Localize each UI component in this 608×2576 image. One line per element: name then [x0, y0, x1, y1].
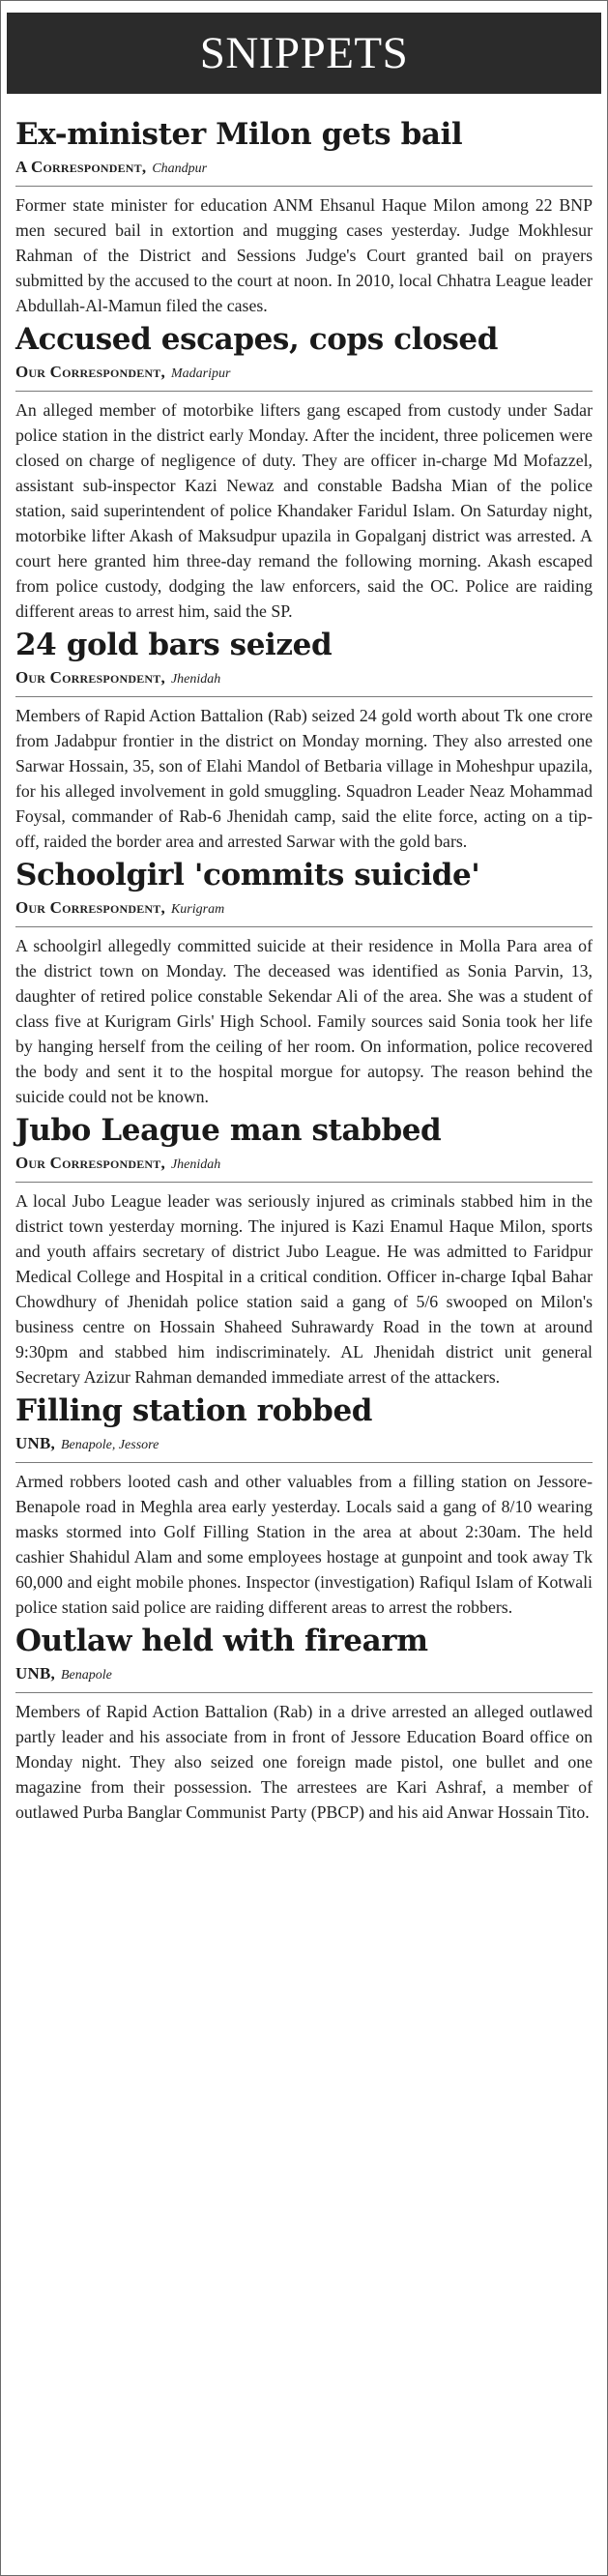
- story-outlaw-held: [15, 1620, 593, 1825]
- byline: [15, 1663, 593, 1693]
- story-body: Members of Rapid Action Battalion (Rab) in a drive arrested an alleged outlawed partly leader and his associate from in front of Jessore Education Board office on Monday night. They also seized one foreign made pistol, one bullet and one magazine from their possession. The arrestees are Kari Ashraf, a member of outlawed Purba Banglar Communist Party (PBCP) and his aid Anwar Hossain Tito.: [15, 1702, 593, 1822]
- byline-author: UNB,: [15, 1664, 55, 1683]
- byline-place: Madaripur: [170, 366, 231, 381]
- story-body: Armed robbers looted cash and other valuables from a filling station on Jessore-Benapole road in Meghla area early yesterday. Locals said a gang of 8/10 wearing masks stormed into Golf Filling Station in the area at about 2:30am. The held cashier Shahidul Alam and some employees hostage at gunpoint and took away Tk 60,000 and eight mobile phones. Inspector (investigation) Rafiqul Islam of Kotwali police station said police are raiding different areas to arrest the robbers.: [15, 1472, 593, 1617]
- story-body: An alleged member of motorbike lifters gang escaped from custody under Sadar police station in the district early Monday. After the incident, three policemen were closed on charge of negligence of duty. They are officer in-charge Md Mofazzel, assistant sub-inspector Kazi Newaz and constable Badsha Mian of the police station, said superintendent of police Khandaker Faridul Islam. On Saturday night, motorbike lifter Akash of Maksudpur upazila in Gopalganj district was arrested. A court here granted him three-day remand the following morning. Akash escaped from police custody, dodging the law enforcers, said the OC. Police are raiding different areas to arrest him, said the SP.: [15, 400, 593, 621]
- byline-place: Benapole, Jessore: [60, 1438, 159, 1452]
- byline-author: Our Correspondent,: [15, 363, 165, 381]
- story-gold-bars-seized: [15, 624, 593, 854]
- headline[interactable]: Outlaw held with firearm: [15, 1624, 428, 1658]
- byline-author: A Correspondent,: [15, 158, 147, 176]
- byline: [15, 1153, 593, 1183]
- story-accused-escapes: [15, 318, 593, 624]
- headline[interactable]: Accused escapes, cops closed: [15, 322, 499, 357]
- byline-author: Our Correspondent,: [15, 898, 165, 917]
- story-body: A local Jubo League leader was seriously injured as criminals stabbed him in the district town yesterday morning. The injured is Kazi Enamul Haque Milon, sports and youth affairs secretary of district Jubo League. He was admitted to Faridpur Medical College and Hospital in a critical condition. Officer in-charge Iqbal Bahar Chowdhury of Jhenidah police station said a gang of 5/6 swooped on Milon's business centre on Hossain Shaheed Suhrawardy Road in the town at around 9:30pm and stabbed him indiscriminately. AL Jhenidah district unit general Secretary Azizur Rahman demanded immediate arrest of the attackers.: [15, 1191, 593, 1387]
- byline-place: Jhenidah: [170, 1157, 221, 1172]
- byline-place: Benapole: [60, 1668, 112, 1683]
- story-body: A schoolgirl allegedly committed suicide at their residence in Molla Para area of the district town on Monday. The deceased was identified as Sonia Parvin, 13, daughter of retired police constable Sekendar Ali of the area. She was a student of class five at Kurigram Girls' High School. Family sources said Sonia took her life by hanging herself from the ceiling of her room. On information, police recovered the body and sent it to the hospital morgue for autopsy. The reason behind the suicide could not be known.: [15, 936, 593, 1106]
- byline: [15, 157, 593, 187]
- story-ex-minister-bail: [15, 94, 593, 318]
- byline-place: Jhenidah: [170, 672, 221, 687]
- byline-place: Kurigram: [170, 902, 225, 917]
- byline: [15, 1433, 593, 1463]
- headline[interactable]: Jubo League man stabbed: [15, 1113, 442, 1148]
- headline[interactable]: Schoolgirl 'commits suicide': [15, 858, 480, 893]
- headline[interactable]: Ex-minister Milon gets bail: [15, 117, 463, 152]
- story-jubo-league-stabbed: [15, 1109, 593, 1390]
- byline-place: Chandpur: [152, 161, 208, 176]
- headline[interactable]: Filling station robbed: [15, 1393, 373, 1428]
- byline: [15, 667, 593, 697]
- byline-author: UNB,: [15, 1434, 55, 1452]
- byline-author: Our Correspondent,: [15, 1154, 165, 1172]
- byline: [15, 362, 593, 392]
- story-filling-station-robbed: [15, 1390, 593, 1620]
- story-body: Former state minister for education ANM Ehsanul Haque Milon among 22 BNP men secured bail in extortion and mugging cases yesterday. Judge Mokhlesur Rahman of the District and Sessions Judge's Court granted bail on prayers submitted by the accused to the court at noon. In 2010, local Chhatra League leader Abdullah-Al-Mamun filed the cases.: [15, 195, 593, 315]
- story-body: Members of Rapid Action Battalion (Rab) seized 24 gold worth about Tk one crore from Jadabpur frontier in the district on Monday morning. They also arrested one Sarwar Hossain, 35, son of Elahi Mandol of Betbaria village in Moheshpur upazila, for his alleged involvement in gold smuggling. Squadron Leader Neaz Mohammad Foysal, commander of Rab-6 Jhenidah camp, said the elite force, acting on a tip-off, raided the border area and arrested Sarwar with the gold bars.: [15, 706, 593, 851]
- section-banner: [7, 13, 601, 94]
- headline[interactable]: 24 gold bars seized: [15, 628, 333, 662]
- byline-author: Our Correspondent,: [15, 668, 165, 687]
- byline: [15, 897, 593, 927]
- story-schoolgirl-suicide: [15, 854, 593, 1109]
- section-title: SNIPPETS: [199, 28, 409, 78]
